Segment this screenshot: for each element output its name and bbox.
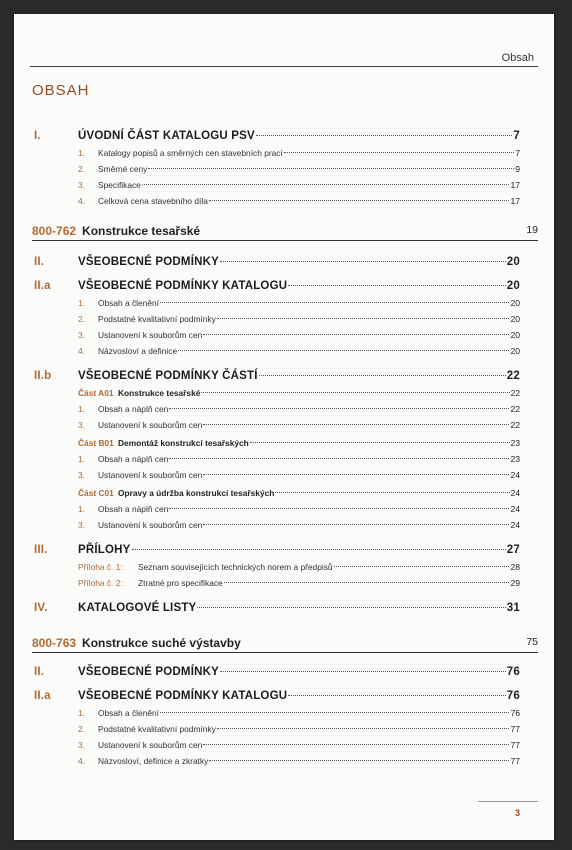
entry-label: KATALOGOVÉ LISTY: [78, 602, 197, 614]
leader-dots: [220, 671, 506, 672]
section-header-763[interactable]: [32, 636, 538, 653]
toc-subentry[interactable]: [34, 454, 520, 464]
entry-page: 22: [510, 404, 520, 414]
leader-dots: [178, 350, 509, 351]
leader-dots: [160, 712, 509, 713]
toc-part-entry[interactable]: [34, 438, 520, 448]
entry-page: 20: [510, 298, 520, 308]
toc-subentry[interactable]: [34, 196, 520, 206]
toc-subentry[interactable]: [34, 148, 520, 158]
section-code: 800-763: [32, 636, 77, 650]
leader-dots: [203, 474, 509, 475]
leader-dots: [148, 168, 514, 169]
leader-dots: [169, 508, 509, 509]
toc-entry[interactable]: [34, 602, 520, 614]
section-header-762[interactable]: [32, 224, 538, 241]
entry-page: 17: [510, 180, 520, 190]
entry-label: Ustanovení k souborům cen: [98, 470, 203, 480]
entry-label: Ustanovení k souborům cen: [98, 420, 203, 430]
document-page: [14, 14, 554, 840]
entry-number: 3.: [78, 520, 85, 530]
toc-subentry[interactable]: [34, 470, 520, 480]
entry-label: VŠEOBECNÉ PODMÍNKY KATALOGU: [78, 280, 288, 292]
footer-rule: [478, 801, 538, 802]
entry-label: Obsah a členění: [98, 708, 159, 718]
entry-label: Názvosloví a definice: [98, 346, 178, 356]
entry-number: I.: [34, 130, 41, 142]
entry-label: Obsah a náplň cen: [98, 404, 169, 414]
leader-dots: [160, 302, 509, 303]
entry-page: 20: [510, 314, 520, 324]
entry-number: 4.: [78, 346, 85, 356]
leader-dots: [197, 607, 505, 608]
running-header: Obsah: [501, 52, 534, 64]
entry-number: II.: [34, 256, 45, 268]
entry-number: 3.: [78, 470, 85, 480]
entry-label: Podstatné kvalitativní podmínky: [98, 724, 216, 734]
entry-page: 20: [506, 256, 520, 268]
toc-subentry[interactable]: [34, 314, 520, 324]
section-page: 75: [526, 636, 538, 648]
leader-dots: [250, 442, 510, 443]
entry-page: 20: [510, 330, 520, 340]
part-code: Část A01: [78, 388, 114, 398]
leader-dots: [224, 582, 510, 583]
toc-subentry[interactable]: [34, 756, 520, 766]
entry-label: Obsah a členění: [98, 298, 159, 308]
entry-page: 24: [510, 520, 520, 530]
entry-label: Ztratné pro specifikace: [138, 578, 223, 588]
toc-title: OBSAH: [32, 82, 90, 99]
toc-entry[interactable]: [34, 280, 520, 292]
leader-dots: [203, 424, 509, 425]
entry-number: II.b: [34, 370, 52, 382]
entry-label: VŠEOBECNÉ PODMÍNKY KATALOGU: [78, 690, 288, 702]
entry-page: 28: [510, 562, 520, 572]
toc-subentry[interactable]: [34, 562, 520, 572]
toc-subentry[interactable]: [34, 708, 520, 718]
entry-label: Opravy a údržba konstrukcí tesařských: [118, 488, 275, 498]
entry-page: 20: [510, 346, 520, 356]
leader-dots: [142, 184, 510, 185]
leader-dots: [201, 392, 509, 393]
entry-label: Názvosloví, definice a zkratky: [98, 756, 209, 766]
entry-number: 1.: [78, 404, 85, 414]
section-page: 19: [526, 224, 538, 236]
entry-number: IV.: [34, 602, 48, 614]
leader-dots: [334, 566, 510, 567]
leader-dots: [209, 200, 510, 201]
toc-subentry[interactable]: [34, 724, 520, 734]
entry-number: 2.: [78, 164, 85, 174]
section-title: Konstrukce suché výstavby: [82, 636, 241, 650]
entry-number: II.: [34, 666, 45, 678]
toc-subentry[interactable]: [34, 346, 520, 356]
entry-page: 76: [506, 666, 520, 678]
entry-page: 77: [510, 740, 520, 750]
entry-page: 77: [510, 724, 520, 734]
entry-number: III.: [34, 544, 48, 556]
toc-entry[interactable]: [34, 370, 520, 382]
entry-number: 2.: [78, 314, 85, 324]
leader-dots: [217, 318, 510, 319]
entry-number: II.a: [34, 280, 51, 292]
entry-label: Katalogy popisů a směrných cen stavebních prací: [98, 148, 283, 158]
leader-dots: [220, 261, 506, 262]
entry-label: VŠEOBECNÉ PODMÍNKY ČÁSTÍ: [78, 370, 258, 382]
entry-number: 1.: [78, 298, 85, 308]
entry-number: 3.: [78, 180, 85, 190]
entry-number: 4.: [78, 196, 85, 206]
toc-subentry[interactable]: [34, 164, 520, 174]
toc-subentry[interactable]: [34, 520, 520, 530]
toc-entry[interactable]: [34, 544, 520, 556]
page-number: 3: [514, 808, 520, 818]
toc-subentry[interactable]: [34, 420, 520, 430]
toc-entry-intro[interactable]: [34, 130, 520, 142]
entry-number: 3.: [78, 420, 85, 430]
entry-label: Demontáž konstrukcí tesařských: [118, 438, 249, 448]
entry-number: 1.: [78, 708, 85, 718]
entry-label: Celková cena stavebního díla: [98, 196, 208, 206]
entry-page: 23: [510, 454, 520, 464]
leader-dots: [203, 744, 509, 745]
entry-page: 24: [510, 470, 520, 480]
entry-label: ÚVODNÍ ČÁST KATALOGU PSV: [78, 130, 255, 142]
header-rule: [30, 66, 538, 67]
part-code: Část B01: [78, 438, 114, 448]
entry-page: 22: [510, 420, 520, 430]
entry-page: 29: [510, 578, 520, 588]
entry-page: 76: [506, 690, 520, 702]
leader-dots: [209, 760, 509, 761]
entry-page: 23: [510, 438, 520, 448]
toc-subentry[interactable]: [34, 298, 520, 308]
entry-page: 22: [510, 388, 520, 398]
entry-page: 20: [506, 280, 520, 292]
entry-label: Obsah a náplň cen: [98, 454, 169, 464]
leader-dots: [275, 492, 509, 493]
leader-dots: [284, 152, 514, 153]
entry-page: 7: [515, 148, 520, 158]
part-code: Část C01: [78, 488, 114, 498]
toc-part-entry[interactable]: [34, 388, 520, 398]
entry-label: Konstrukce tesařské: [118, 388, 201, 398]
entry-label: Podstatné kvalitativní podmínky: [98, 314, 216, 324]
entry-page: 22: [506, 370, 520, 382]
entry-page: 7: [513, 130, 520, 142]
entry-page: 77: [510, 756, 520, 766]
entry-label: Ustanovení k souborům cen: [98, 740, 203, 750]
entry-page: 76: [510, 708, 520, 718]
entry-page: 24: [510, 488, 520, 498]
toc-part-entry[interactable]: [34, 488, 520, 498]
entry-number: 4.: [78, 756, 85, 766]
toc-subentry[interactable]: [34, 404, 520, 414]
entry-number: 1.: [78, 454, 85, 464]
toc-entry[interactable]: [34, 666, 520, 678]
leader-dots: [288, 285, 506, 286]
toc-subentry[interactable]: [34, 578, 520, 588]
entry-label: Obsah a náplň cen: [98, 504, 169, 514]
leader-dots: [203, 334, 509, 335]
entry-page: 17: [510, 196, 520, 206]
entry-page: 27: [506, 544, 520, 556]
entry-label: VŠEOBECNÉ PODMÍNKY: [78, 256, 219, 268]
leader-dots: [256, 135, 513, 136]
leader-dots: [132, 549, 506, 550]
toc-subentry[interactable]: [34, 330, 520, 340]
entry-page: 9: [515, 164, 520, 174]
entry-number: 1.: [78, 148, 85, 158]
toc-entry[interactable]: [34, 256, 520, 268]
entry-number: II.a: [34, 690, 51, 702]
leader-dots: [169, 458, 509, 459]
leader-dots: [259, 375, 506, 376]
entry-number: Příloha č. 1:: [78, 562, 123, 572]
entry-number: 3.: [78, 330, 85, 340]
toc-entry[interactable]: [34, 690, 520, 702]
entry-number: 1.: [78, 504, 85, 514]
entry-label: Ustanovení k souborům cen: [98, 520, 203, 530]
entry-label: Specifikace: [98, 180, 141, 190]
section-title: Konstrukce tesařské: [82, 224, 201, 238]
entry-label: Ustanovení k souborům cen: [98, 330, 203, 340]
entry-number: 2.: [78, 724, 85, 734]
toc-subentry[interactable]: [34, 740, 520, 750]
entry-number: Příloha č. 2:: [78, 578, 123, 588]
entry-number: 3.: [78, 740, 85, 750]
entry-label: PŘÍLOHY: [78, 544, 131, 556]
entry-label: VŠEOBECNÉ PODMÍNKY: [78, 666, 219, 678]
leader-dots: [217, 728, 510, 729]
toc-subentry[interactable]: [34, 180, 520, 190]
toc-subentry[interactable]: [34, 504, 520, 514]
entry-page: 24: [510, 504, 520, 514]
leader-dots: [169, 408, 509, 409]
entry-label: Směrné ceny: [98, 164, 148, 174]
leader-dots: [203, 524, 509, 525]
leader-dots: [288, 695, 506, 696]
section-code: 800-762: [32, 224, 77, 238]
entry-label: Seznam souvisejících technických norem a předpisů: [138, 562, 333, 572]
entry-page: 31: [506, 602, 520, 614]
